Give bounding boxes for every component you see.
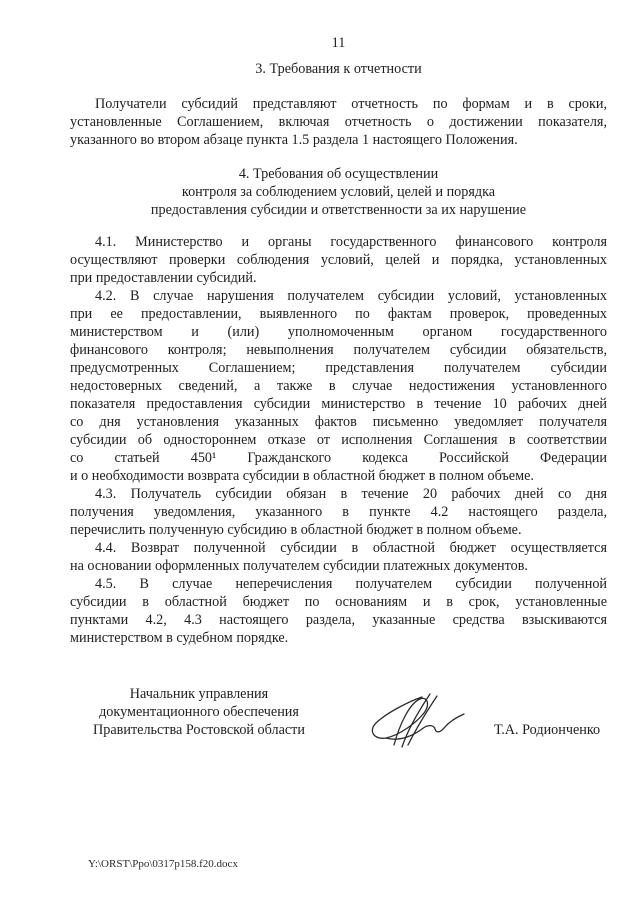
signatory-title bbox=[84, 685, 314, 739]
clause-4-2-line: 4.2. В случае нарушения получателем субсидии условий, установленных bbox=[95, 288, 607, 304]
reporting-paragraph-line: указанного во втором абзаце пункта 1.5 раздела 1 настоящего Положения. bbox=[70, 132, 518, 148]
signature-block bbox=[70, 685, 607, 751]
clause-4-5-line: 4.5. В случае неперечисления получателем субсидии полученной bbox=[95, 576, 607, 592]
clause-4-1-line: осуществляют проверки соблюдения условий, целей и порядка, установленных bbox=[70, 252, 607, 268]
reporting-paragraph-line: установленные Соглашением, включая отчетность о достижении показателя, bbox=[70, 114, 607, 130]
signatory-name: Т.А. Родионченко bbox=[494, 722, 601, 738]
signatory-title-line: Начальник управления bbox=[129, 686, 269, 702]
section-4-heading-line: 4. Требования об осуществлении bbox=[238, 166, 439, 182]
clause-4-4-line: на основании оформленных получателем субсидии платежных документов. bbox=[70, 558, 528, 574]
reporting-paragraph bbox=[70, 95, 607, 149]
clause-4-2-line: недостоверных сведений, а также в случае недостижения установленного bbox=[70, 378, 607, 394]
clause-4-5-line: субсидии в областной бюджет по основаниям и в срок, установленные bbox=[70, 594, 607, 610]
clause-4-2-line: при ее предоставлении, выявленного по фактам проверок, проведенных bbox=[70, 306, 607, 322]
clause-4-2-line: со статьей 450¹ Гражданского кодекса Российской Федерации bbox=[70, 450, 607, 466]
clause-4-2-line: предусмотренных Соглашением; представления получателем субсидии bbox=[70, 360, 607, 376]
clause-4-4 bbox=[70, 539, 607, 575]
reporting-paragraph-line: Получатели субсидий представляют отчетность по формам и в сроки, bbox=[95, 96, 607, 112]
clause-4-2-line: со дня установления указанных фактов письменно уведомляет получателя bbox=[70, 414, 607, 430]
clause-4-3-line: получения уведомления, указанного в пункте 4.2 настоящего раздела, bbox=[70, 504, 607, 520]
clause-4-5 bbox=[70, 575, 607, 647]
section-4-heading-line: предоставления субсидии и ответственности за их нарушение bbox=[150, 202, 527, 218]
signatory-title-line: документационного обеспечения bbox=[99, 704, 299, 720]
section-3-heading: 3. Требования к отчетности bbox=[255, 61, 422, 77]
clause-4-2-line: министерством и (или) уполномоченным органом государственного bbox=[70, 324, 607, 340]
page-number: 11 bbox=[331, 35, 346, 51]
clause-4-1-line: 4.1. Министерство и органы государственного финансового контроля bbox=[95, 234, 607, 250]
clause-4-3-line: перечислить полученную субсидию в областной бюджет в полном объеме. bbox=[70, 522, 522, 538]
section-4-heading bbox=[70, 165, 607, 219]
clause-4-3 bbox=[70, 485, 607, 539]
signature-autograph-icon bbox=[360, 687, 465, 749]
section-4-heading-line: контроля за соблюдением условий, целей и порядка bbox=[181, 184, 496, 200]
clause-4-2-line: финансового контроля; невыполнения получателем субсидии обязательств, bbox=[70, 342, 607, 358]
clause-4-5-line: пунктами 4.2, 4.3 настоящего раздела, указанные средства взыскиваются bbox=[70, 612, 607, 628]
clause-4-2 bbox=[70, 287, 607, 485]
signatory-title-line: Правительства Ростовской области bbox=[93, 722, 305, 738]
clause-4-5-line: министерством в судебном порядке. bbox=[70, 630, 289, 646]
clause-4-4-line: 4.4. Возврат полученной субсидии в областной бюджет осуществляется bbox=[95, 540, 607, 556]
clause-4-1 bbox=[70, 233, 607, 287]
clause-4-3-line: 4.3. Получатель субсидии обязан в течение 20 рабочих дней со дня bbox=[95, 486, 607, 502]
clause-4-2-line: субсидии об одностороннем отказе от исполнения Соглашения в соответствии bbox=[70, 432, 607, 448]
clause-4-2-line: показателя предоставления субсидии министерство в течение 10 рабочих дней bbox=[70, 396, 607, 412]
document-file-path: Y:\ORST\Ppo\0317p158.f20.docx bbox=[88, 858, 238, 870]
document-content bbox=[70, 0, 607, 751]
clause-4-2-line: и о необходимости возврата субсидии в областной бюджет в полном объеме. bbox=[70, 468, 534, 484]
clause-4-1-line: при предоставлении субсидий. bbox=[70, 270, 257, 286]
